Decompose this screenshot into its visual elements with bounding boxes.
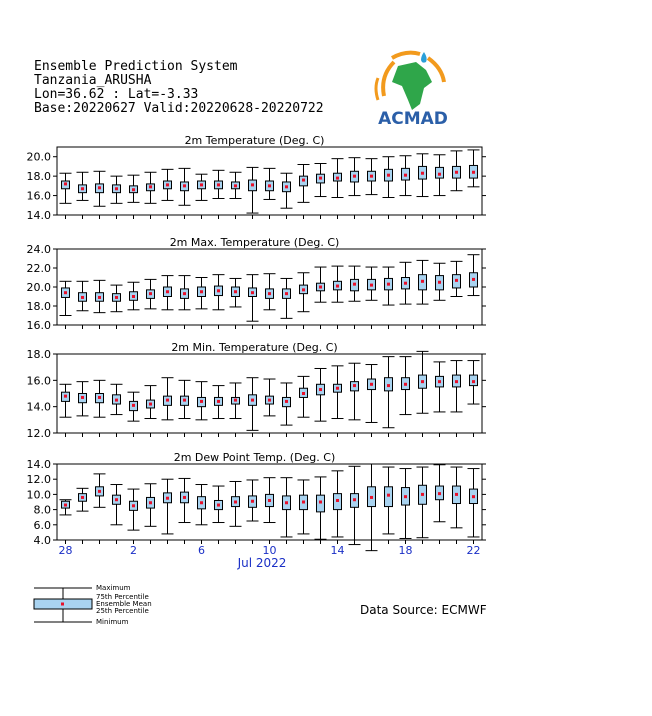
mean-marker <box>455 171 458 174</box>
mean-marker <box>268 499 271 502</box>
y-tick-label: 12.0 <box>26 427 51 440</box>
mean-marker <box>285 185 288 188</box>
legend-p25: 25th Percentile <box>96 607 149 615</box>
mean-marker <box>132 404 135 407</box>
y-tick-label: 8.0 <box>33 503 51 517</box>
mean-marker <box>455 380 458 383</box>
mean-marker <box>98 396 101 399</box>
mean-marker <box>455 279 458 282</box>
y-tick-label: 18.0 <box>26 348 51 361</box>
mean-marker <box>319 501 322 504</box>
mean-marker <box>81 396 84 399</box>
x-tick-label: 2 <box>130 544 137 557</box>
x-tick-label: 18 <box>398 544 413 557</box>
mean-marker <box>387 283 390 286</box>
mean-marker <box>64 504 67 507</box>
mean-marker <box>64 182 67 185</box>
data-source: Data Source: ECMWF <box>360 603 487 617</box>
mean-marker <box>302 392 305 395</box>
mean-marker <box>115 498 118 501</box>
mean-marker <box>353 498 356 501</box>
mean-marker <box>64 395 67 398</box>
x-tick-label: 6 <box>198 544 205 557</box>
mean-marker <box>370 284 373 287</box>
x-tick-label: 14 <box>330 544 345 557</box>
mean-marker <box>183 292 186 295</box>
x-tick-label: 10 <box>262 544 277 557</box>
mean-marker <box>387 384 390 387</box>
panel-title: 2m Temperature (Deg. C) <box>184 134 325 147</box>
mean-marker <box>234 184 237 187</box>
mean-marker <box>285 400 288 403</box>
mean-marker <box>370 175 373 178</box>
y-tick-label: 16.0 <box>26 319 51 332</box>
mean-marker <box>98 186 101 189</box>
mean-marker <box>438 281 441 284</box>
mean-marker <box>183 184 186 187</box>
mean-marker <box>251 399 254 402</box>
mean-marker <box>234 290 237 293</box>
header-base-valid: Base:20220627 Valid:20220628-20220722 <box>34 101 324 116</box>
mean-marker <box>217 183 220 186</box>
mean-marker <box>64 291 67 294</box>
y-tick-label: 16.0 <box>26 189 51 203</box>
y-tick-label: 14.0 <box>26 209 51 222</box>
mean-marker <box>251 500 254 503</box>
mean-marker <box>472 380 475 383</box>
mean-marker <box>98 296 101 299</box>
mean-marker <box>438 380 441 383</box>
mean-marker <box>353 175 356 178</box>
chart-legend <box>30 580 200 630</box>
mean-marker <box>472 278 475 281</box>
legend-mean: Ensemble Mean <box>96 600 152 608</box>
legend-maximum: Maximum <box>96 584 131 592</box>
mean-marker <box>166 290 169 293</box>
mean-marker <box>285 292 288 295</box>
mean-marker <box>98 490 101 493</box>
mean-marker <box>217 504 220 507</box>
mean-marker <box>200 183 203 186</box>
mean-marker <box>234 399 237 402</box>
header-location: Tanzania_ARUSHA <box>34 73 152 88</box>
legend-minimum: Minimum <box>96 618 129 626</box>
mean-marker <box>166 497 169 500</box>
mean-marker <box>149 501 152 504</box>
mean-marker <box>302 179 305 182</box>
mean-marker <box>472 495 475 498</box>
mean-marker <box>115 296 118 299</box>
mean-marker <box>421 172 424 175</box>
mean-marker <box>217 289 220 292</box>
mean-marker <box>183 496 186 499</box>
mean-marker <box>200 400 203 403</box>
y-tick-label: 18.0 <box>26 170 51 184</box>
mean-marker <box>132 295 135 298</box>
y-tick-label: 16.0 <box>26 374 51 388</box>
mean-marker <box>370 383 373 386</box>
legend-p75: 75th Percentile <box>96 593 149 601</box>
mean-marker <box>302 501 305 504</box>
x-tick-label: 28 <box>58 544 73 557</box>
y-tick-label: 4.0 <box>33 534 51 547</box>
mean-marker <box>251 183 254 186</box>
y-tick-label: 20.0 <box>26 281 51 294</box>
mean-marker <box>472 171 475 174</box>
mean-marker <box>268 399 271 402</box>
x-tick-label: 22 <box>466 544 481 557</box>
y-tick-label: 14.0 <box>26 400 51 414</box>
mean-marker <box>115 399 118 402</box>
mean-marker <box>336 177 339 180</box>
y-tick-label: 20.0 <box>26 150 51 164</box>
y-tick-label: 12.0 <box>26 473 51 487</box>
mean-marker <box>336 387 339 390</box>
mean-marker <box>183 399 186 402</box>
mean-marker <box>166 183 169 186</box>
mean-marker <box>81 496 84 499</box>
y-tick-label: 22.0 <box>26 262 51 275</box>
mean-marker <box>268 292 271 295</box>
mean-marker <box>302 288 305 291</box>
mean-marker <box>217 400 220 403</box>
x-month-label: Jul 2022 <box>237 556 287 570</box>
header-coordinates: Lon=36.62 : Lat=-3.33 <box>34 87 199 102</box>
mean-marker <box>404 495 407 498</box>
mean-marker <box>353 283 356 286</box>
y-tick-label: 18.0 <box>26 300 51 313</box>
logo-text: ACMAD <box>378 109 448 128</box>
y-tick-label: 14.0 <box>26 458 51 471</box>
mean-marker <box>438 173 441 176</box>
mean-marker <box>251 291 254 294</box>
mean-marker <box>268 184 271 187</box>
iqr-box <box>385 487 393 507</box>
mean-marker <box>81 187 84 190</box>
y-tick-label: 6.0 <box>33 518 51 532</box>
mean-marker <box>319 177 322 180</box>
mean-marker <box>200 290 203 293</box>
mean-marker <box>166 399 169 402</box>
mean-marker <box>115 187 118 190</box>
mean-marker <box>404 383 407 386</box>
mean-marker <box>421 380 424 383</box>
iqr-box <box>317 495 325 512</box>
mean-marker <box>353 384 356 387</box>
mean-marker <box>387 494 390 497</box>
panel-title: 2m Min. Temperature (Deg. C) <box>171 341 338 354</box>
mean-marker <box>421 280 424 283</box>
mean-marker <box>149 403 152 406</box>
mean-marker <box>336 499 339 502</box>
y-tick-label: 24.0 <box>26 243 51 256</box>
mean-marker <box>81 296 84 299</box>
mean-marker <box>455 493 458 496</box>
panel-title: 2m Dew Point Temp. (Deg. C) <box>173 451 336 464</box>
mean-marker <box>319 388 322 391</box>
mean-marker <box>404 282 407 285</box>
mean-marker <box>234 501 237 504</box>
mean-marker <box>438 492 441 495</box>
mean-marker <box>404 174 407 177</box>
mean-marker <box>336 285 339 288</box>
mean-marker <box>387 174 390 177</box>
mean-marker <box>149 185 152 188</box>
mean-marker <box>421 493 424 496</box>
mean-marker <box>149 292 152 295</box>
mean-marker <box>132 504 135 507</box>
y-tick-label: 10.0 <box>26 488 51 502</box>
mean-marker <box>285 501 288 504</box>
header-title: Ensemble Prediction System <box>34 59 238 74</box>
mean-marker <box>370 496 373 499</box>
mean-marker <box>132 188 135 191</box>
legend-mean-marker <box>61 603 64 606</box>
mean-marker <box>200 501 203 504</box>
panel-title: 2m Max. Temperature (Deg. C) <box>169 236 340 249</box>
mean-marker <box>319 286 322 289</box>
